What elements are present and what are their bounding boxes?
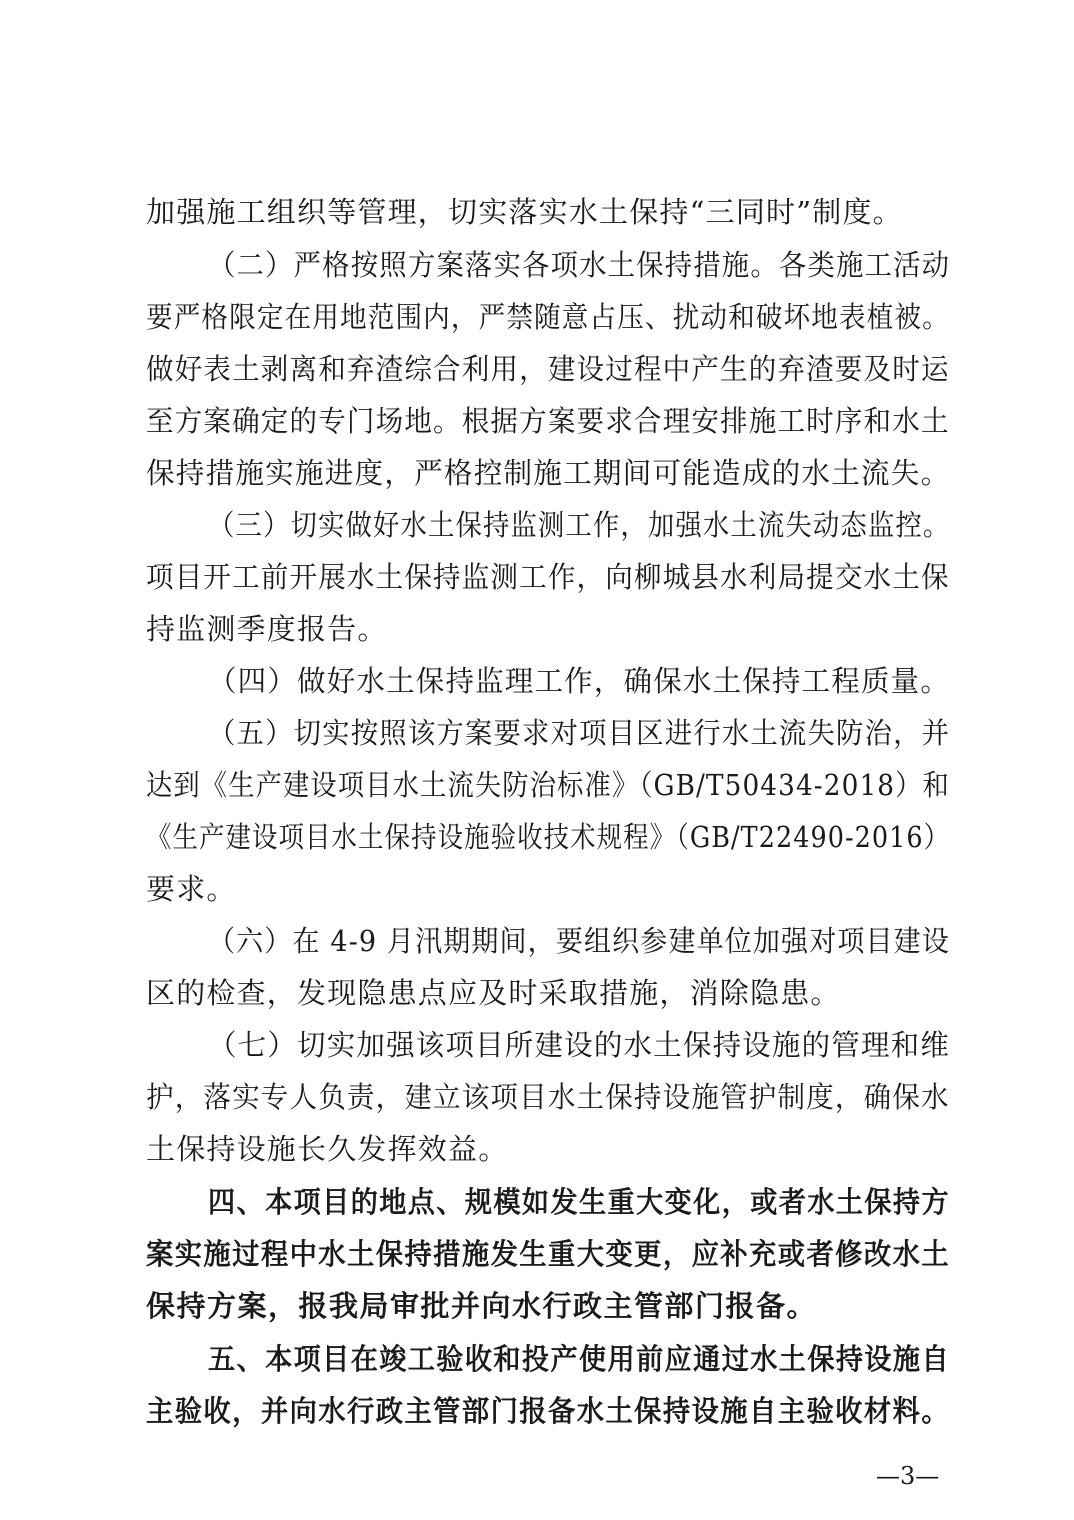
text-line: 四、本项目的地点、规模如发生重大变化，或者水土保持方 <box>208 1185 951 1219</box>
text-line: （二）严格按照方案落实各项水土保持措施。各类施工活动 <box>208 248 951 282</box>
text-line: 主验收，并向水行政主管部门报备水土保持设施自主验收材料。 <box>146 1394 951 1428</box>
text-line: 《生产建设项目水土保持设施验收技术规程》（GB/T22490-2016） <box>146 820 951 854</box>
text-line: 做好表土剥离和弃渣综合利用，建设过程中产生的弃渣要及时运 <box>146 352 950 386</box>
page-number: —3— <box>876 1462 940 1490</box>
text-line: 要求。 <box>146 872 237 906</box>
text-line: （七）切实加强该项目所建设的水土保持设施的管理和维 <box>208 1028 951 1062</box>
text-line: 保持方案，报我局审批并向水行政主管部门报备。 <box>146 1289 818 1323</box>
text-line: 项目开工前开展水土保持监测工作，向柳城县水利局提交水土保 <box>146 560 950 594</box>
text-line: 区的检查，发现隐患点应及时采取措施，消除隐患。 <box>146 976 841 1010</box>
text-line: 土保持设施长久发挥效益。 <box>146 1132 509 1166</box>
text-line: （四）做好水土保持监理工作，确保水土保持工程质量。 <box>208 664 951 698</box>
text-line: 案实施过程中水土保持措施发生重大变更，应补充或者修改水土 <box>146 1237 951 1271</box>
text-line: 护，落实专人负责，建立该项目水土保持设施管护制度，确保水 <box>146 1080 950 1114</box>
text-line: 加强施工组织等管理，切实落实水土保持“三同时”制度。 <box>146 195 903 229</box>
text-line: 达到《生产建设项目水土流失防治标准》（GB/T50434-2018）和 <box>146 768 950 802</box>
text-line: 要严格限定在用地范围内，严禁随意占压、扰动和破坏地表植被。 <box>146 300 950 334</box>
text-line: （六）在 4-9 月汛期期间，要组织参建单位加强对项目建设 <box>208 924 950 958</box>
text-line: 五、本项目在竣工验收和投产使用前应通过水土保持设施自 <box>208 1342 951 1376</box>
text-line: 保持措施实施进度，严格控制施工期间可能造成的水土流失。 <box>146 456 951 490</box>
text-line: 至方案确定的专门场地。根据方案要求合理安排施工时序和水土 <box>146 404 950 438</box>
text-line: （五）切实按照该方案要求对项目区进行水土流失防治，并 <box>208 716 951 750</box>
text-line: 持监测季度报告。 <box>146 612 388 646</box>
text-line: （三）切实做好水土保持监测工作，加强水土流失动态监控。 <box>208 508 951 542</box>
